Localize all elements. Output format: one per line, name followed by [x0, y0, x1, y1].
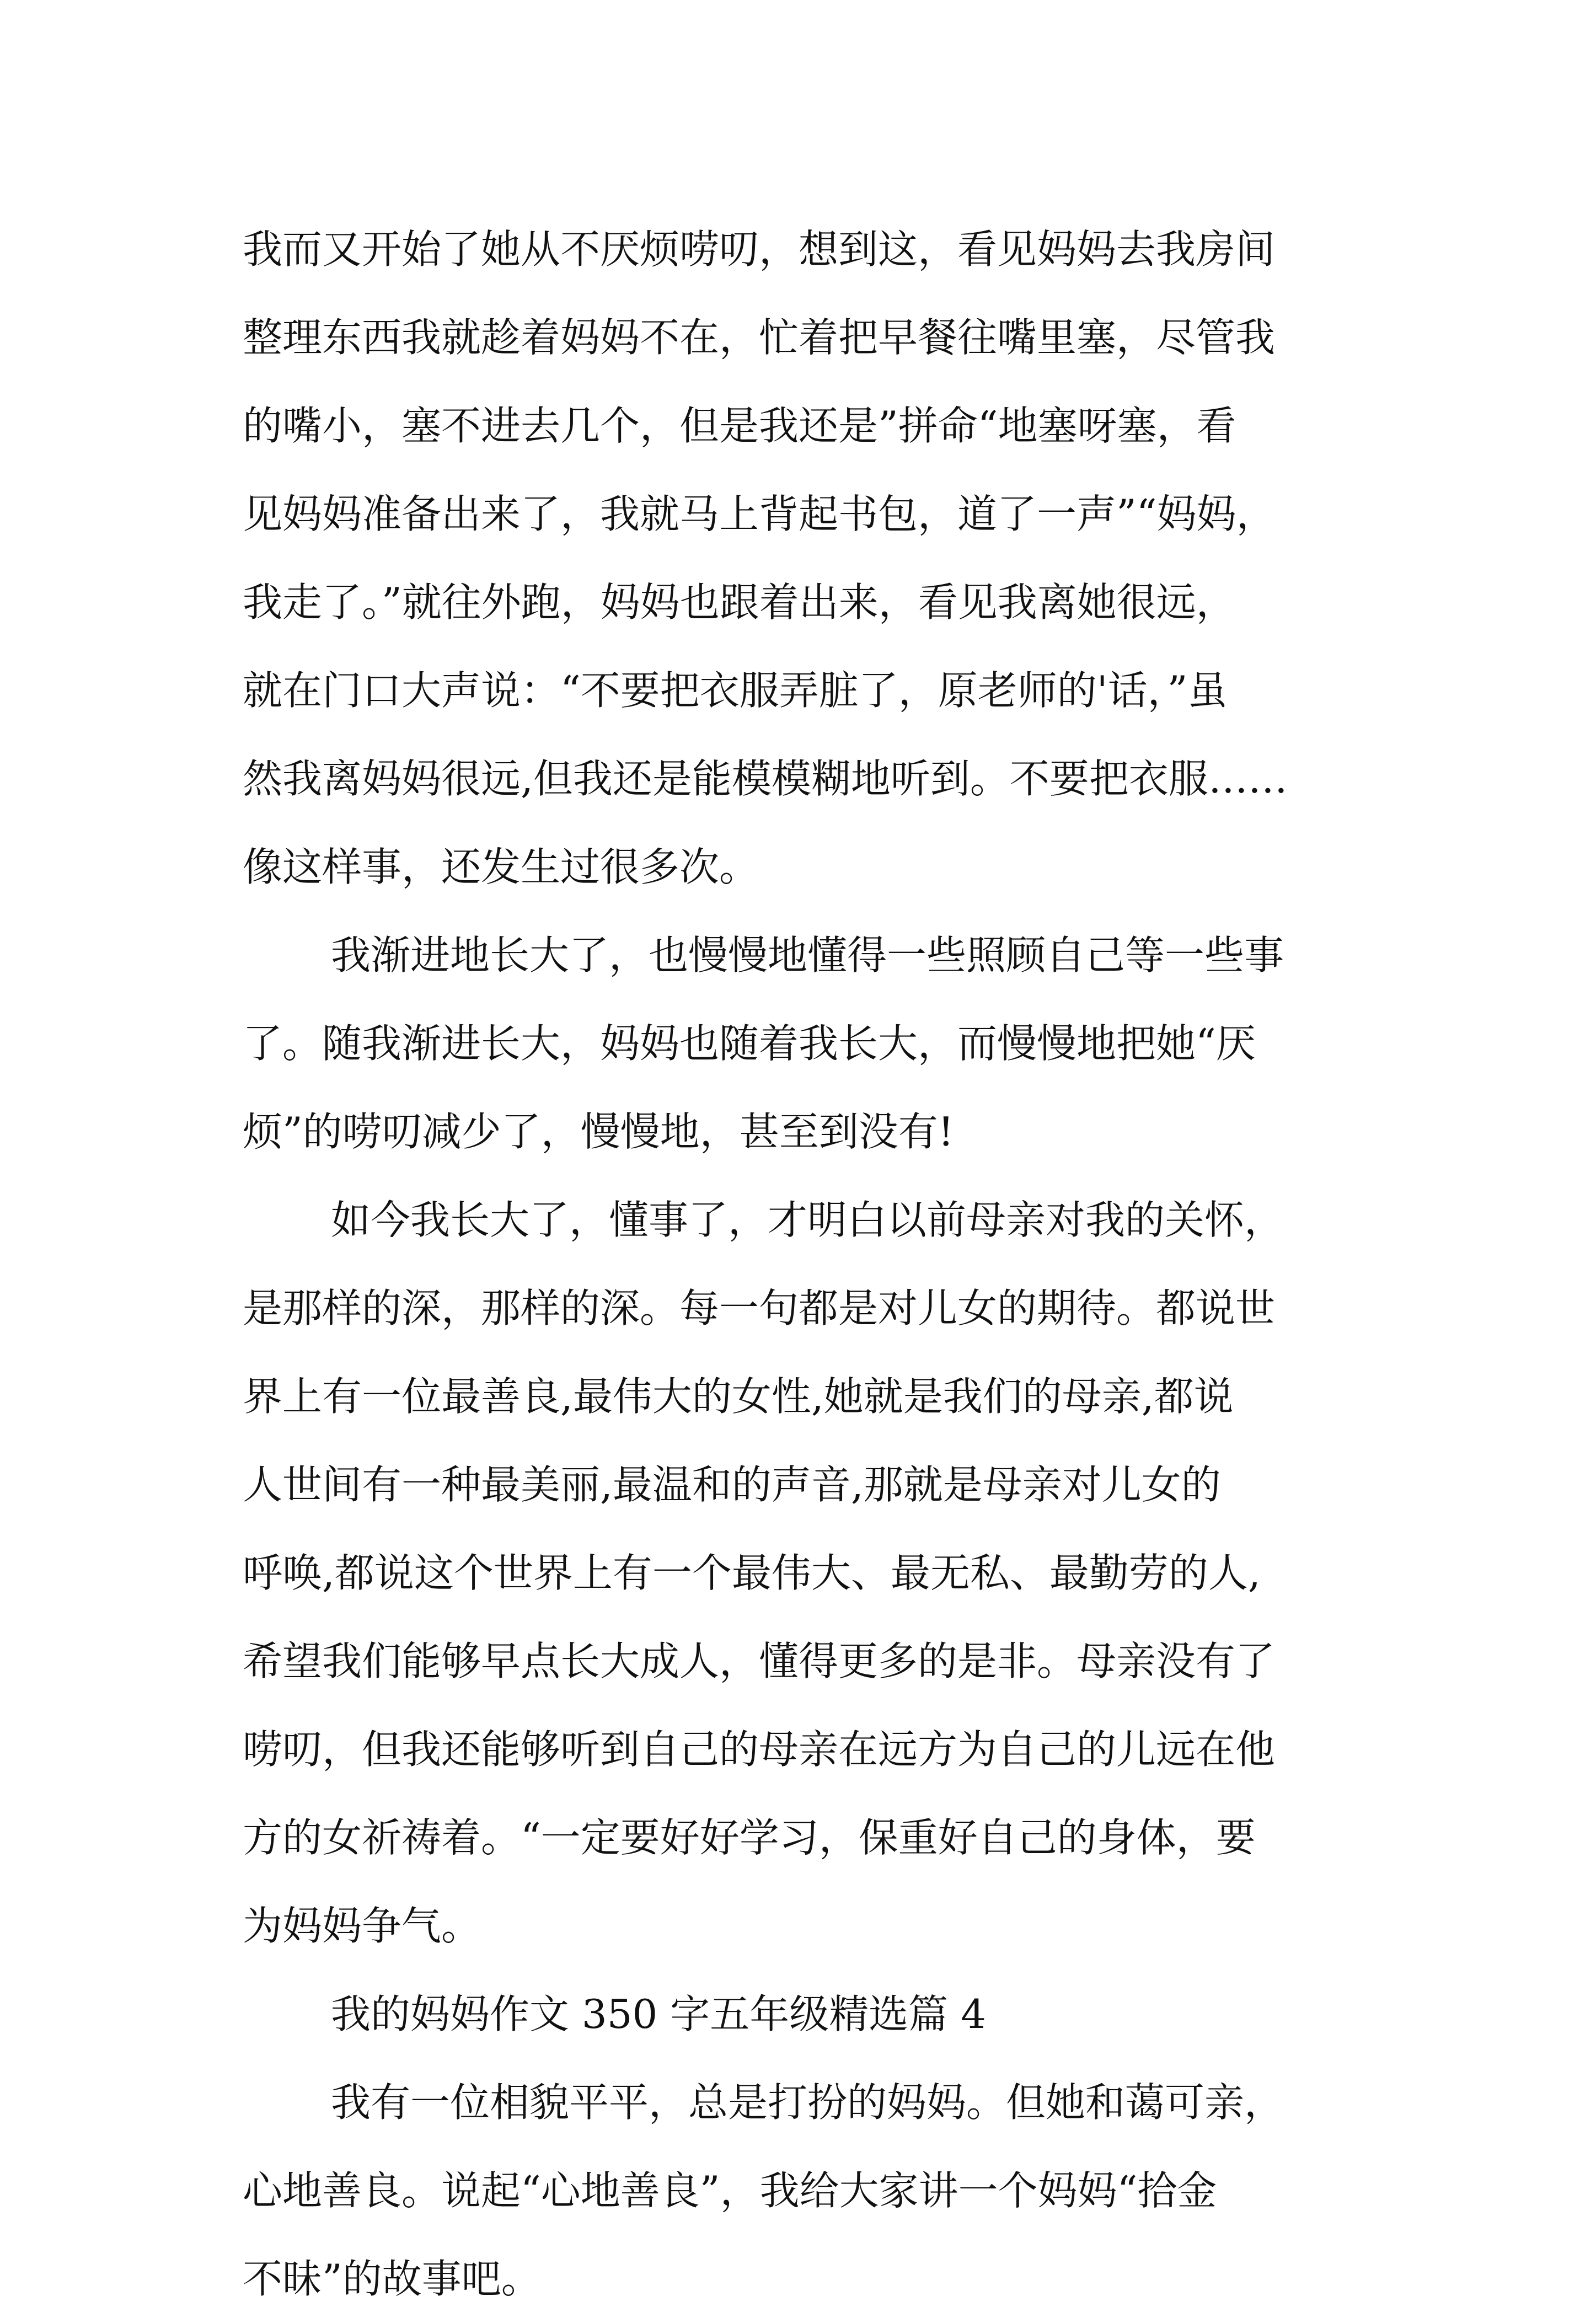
- text-line: 整理东西我就趁着妈妈不在，忙着把早餐往嘴里塞，尽管我: [243, 314, 1276, 361]
- text-line: 烦”的唠叨减少了，慢慢地，甚至到没有!: [243, 1109, 954, 1155]
- text-line: 唠叨，但我还能够听到自己的母亲在远方为自己的儿远在他: [243, 1726, 1276, 1773]
- text-line: 了。随我渐进长大，妈妈也随着我长大，而慢慢地把她“厌: [243, 1020, 1256, 1067]
- text-line: 然我离妈妈很远,但我还是能模模糊地听到。不要把衣服……: [243, 756, 1288, 802]
- text-line: 是那样的深，那样的深。每一句都是对儿女的期待。都说世: [243, 1285, 1276, 1331]
- text-line: 呼唤,都说这个世界上有一个最伟大、最无私、最勤劳的人,: [243, 1550, 1261, 1596]
- text-line: 不昧”的故事吧。: [243, 2256, 541, 2302]
- text-line: 希望我们能够早点长大成人，懂得更多的是非。母亲没有了: [243, 1638, 1276, 1684]
- text-line: 方的女祈祷着。“一定要好好学习，保重好自己的身体，要: [243, 1814, 1256, 1861]
- text-line: 心地善良。说起“心地善良”，我给大家讲一个妈妈“拾金: [243, 2167, 1217, 2214]
- paragraph-first-line: 我渐进地长大了，也慢慢地懂得一些照顾自己等一些事: [331, 932, 1284, 978]
- text-line: 我而又开始了她从不厌烦唠叨，想到这，看见妈妈去我房间: [243, 226, 1276, 272]
- paragraph-first-line: 我有一位相貌平平，总是打扮的妈妈。但她和蔼可亲，: [331, 2079, 1284, 2126]
- text-line: 的嘴小，塞不进去几个，但是我还是”拼命“地塞呀塞，看: [243, 403, 1236, 449]
- text-line: 像这样事，还发生过很多次。: [243, 844, 759, 890]
- document-body: [243, 205, 1362, 2323]
- text-line: 为妈妈争气。: [243, 1903, 481, 1949]
- section-heading: 我的妈妈作文 350 字五年级精选篇 4: [331, 1991, 986, 2037]
- text-line: 界上有一位最善良,最伟大的女性,她就是我们的母亲,都说: [243, 1373, 1234, 1420]
- paragraph-first-line: 如今我长大了，懂事了，才明白以前母亲对我的关怀，: [331, 1197, 1284, 1243]
- text-line: 见妈妈准备出来了，我就马上背起书包，道了一声”“妈妈，: [243, 491, 1276, 537]
- text-line: 我走了。”就往外跑，妈妈也跟着出来，看见我离她很远，: [243, 579, 1236, 625]
- text-line: 人世间有一种最美丽,最温和的声音,那就是母亲对儿女的: [243, 1462, 1221, 1508]
- text-line: 就在门口大声说：“不要把衣服弄脏了，原老师的'话，”虽: [243, 667, 1228, 714]
